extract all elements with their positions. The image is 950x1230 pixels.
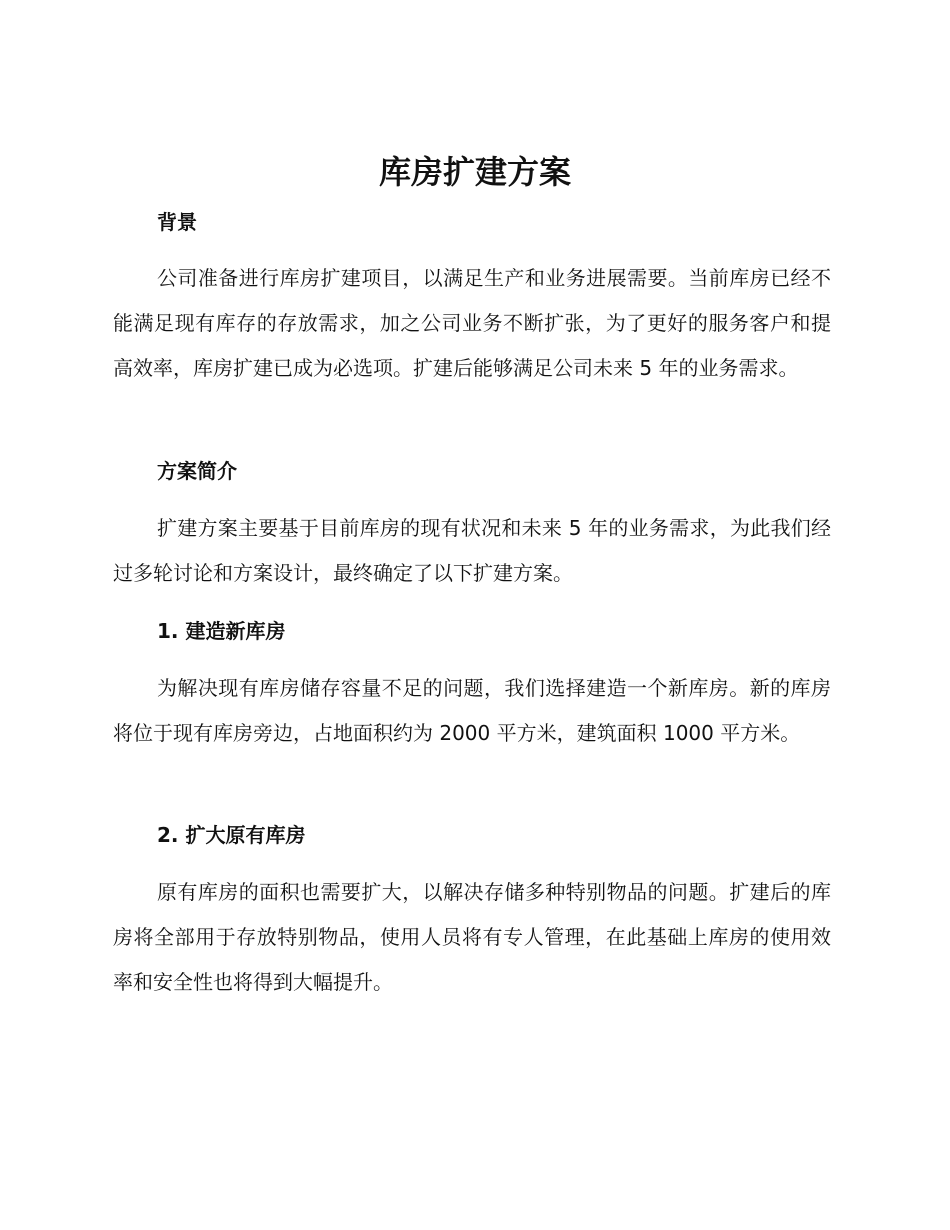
- section-heading-plan-overview: 方案简介: [157, 459, 237, 483]
- section-body-background: 公司准备进行库房扩建项目，以满足生产和业务进展需要。当前库房已经不能满足现有库存的存放需求，加之公司业务不断扩张，为了更好的服务客户和提高效率，库房扩建已成为必选项。扩建后能够满足公司未来 5 年的业务需求。: [113, 266, 831, 380]
- section-body-new-warehouse: 为解决现有库房储存容量不足的问题，我们选择建造一个新库房。新的库房将位于现有库房旁边，占地面积约为 2000 平方米，建筑面积 1000 平方米。: [113, 676, 831, 745]
- section-heading-expand-existing: 2. 扩大原有库房: [157, 823, 306, 847]
- section-heading-background: 背景: [157, 210, 197, 234]
- section-heading-new-warehouse: 1. 建造新库房: [157, 619, 286, 643]
- section-body-plan-overview: 扩建方案主要基于目前库房的现有状况和未来 5 年的业务需求，为此我们经过多轮讨论和方案设计，最终确定了以下扩建方案。: [113, 516, 831, 585]
- section-body-expand-existing: 原有库房的面积也需要扩大，以解决存储多种特别物品的问题。扩建后的库房将全部用于存放特别物品，使用人员将有专人管理，在此基础上库房的使用效率和安全性也将得到大幅提升。: [113, 880, 831, 994]
- page-title: 库房扩建方案: [378, 153, 571, 191]
